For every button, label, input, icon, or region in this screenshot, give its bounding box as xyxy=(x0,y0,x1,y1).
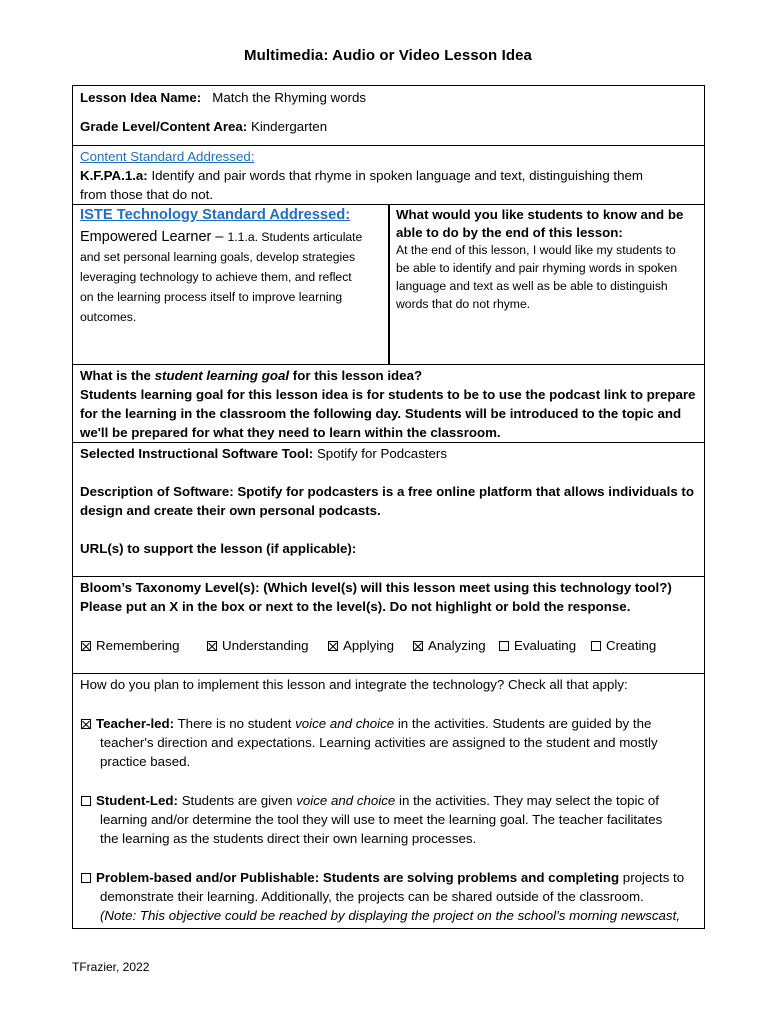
iste-heading: ISTE Technology Standard Addressed: xyxy=(80,207,351,223)
goal-question-italic: student learning goal xyxy=(154,368,290,383)
goal-question-prefix: What is the xyxy=(80,368,155,383)
bloom-level[interactable] xyxy=(591,636,656,655)
iste-text-3: leveraging technology to achieve them, and reflect xyxy=(80,270,352,284)
software-tool-value: Spotify for Podcasters xyxy=(316,446,448,461)
problem-based-text-b: projects to xyxy=(619,870,685,885)
student-led-text-a: Students are given xyxy=(181,793,297,808)
content-standard-line-1 xyxy=(80,166,643,186)
bloom-question-1: Bloom’s Taxonomy Level(s): (Which level(s) will this lesson meet using this technology tool?) xyxy=(80,580,672,595)
problem-based-line-3: (Note: This objective could be reached by displaying the project on the school’s morning newscast, xyxy=(100,908,680,923)
lesson-name-value: Match the Rhyming words xyxy=(212,90,367,105)
student-led-text-b: in the activities. They may select the topic of xyxy=(395,793,659,808)
know-text-4: words that do not rhyme. xyxy=(396,297,531,311)
software-tool-line xyxy=(80,444,447,464)
bloom-row xyxy=(73,576,704,673)
goal-row xyxy=(73,364,704,442)
implement-question: How do you plan to implement this lesson and integrate the technology? Check all that apply: xyxy=(80,677,628,692)
teacher-led-text-a: There is no student xyxy=(177,716,296,731)
goal-text-1: Students learning goal for this lesson idea is for students to be to use the podcast link to prepare xyxy=(80,387,696,402)
student-led-line-3: the learning as the students direct their own learning processes. xyxy=(100,831,477,846)
iste-text-4: on the learning process itself to improve learning xyxy=(80,290,343,304)
bloom-question-2: Please put an X in the box or next to the level(s). Do not highlight or bold the response. xyxy=(80,599,631,614)
software-desc-2: design and create their own personal podcasts. xyxy=(80,503,381,518)
bloom-level-label: Creating xyxy=(606,638,657,653)
checkbox-icon xyxy=(413,641,423,651)
problem-based-line-2: demonstrate their learning. Additionally, the projects can be shared outside of the classroom. xyxy=(100,889,644,904)
software-url-label: URL(s) to support the lesson (if applicable): xyxy=(80,541,357,556)
checkbox-icon xyxy=(328,641,338,651)
teacher-led-line-2: teacher's direction and expectations. Learning activities are assigned to the student and mostly xyxy=(100,735,658,750)
teacher-led-line-1 xyxy=(81,714,651,734)
software-desc-1: Description of Software: Spotify for podcasters is a free online platform that allows individuals to xyxy=(80,484,694,499)
content-standard-heading: Content Standard Addressed: xyxy=(80,149,255,164)
software-tool-label: Selected Instructional Software Tool: xyxy=(80,446,314,461)
student-led-line-1 xyxy=(81,791,659,811)
iste-text-1: 1.1.a. Students articulate xyxy=(227,230,363,244)
know-text-1: At the end of this lesson, I would like my students to xyxy=(396,243,676,257)
checkbox-icon xyxy=(207,641,217,651)
iste-cell xyxy=(73,205,389,364)
footer-credit: TFrazier, 2022 xyxy=(72,960,150,974)
lesson-name-label: Lesson Idea Name: xyxy=(80,90,202,105)
content-standard-text-2: from those that do not. xyxy=(80,187,214,202)
page-title: Multimedia: Audio or Video Lesson Idea xyxy=(243,47,532,64)
problem-based-line-1 xyxy=(81,868,684,888)
bloom-level-label: Understanding xyxy=(222,638,309,653)
know-heading-1: What would you like students to know and be xyxy=(396,207,684,222)
bloom-level-label: Analyzing xyxy=(428,638,486,653)
teacher-led-text-b: in the activities. Students are guided by the xyxy=(394,716,652,731)
lesson-name-line xyxy=(80,88,366,108)
bloom-level-label: Evaluating xyxy=(514,638,577,653)
implement-row xyxy=(73,673,704,928)
iste-text-2: and set personal learning goals, develop strategies xyxy=(80,250,356,264)
iste-line-1 xyxy=(80,228,362,248)
teacher-led-line-3: practice based. xyxy=(100,754,191,769)
know-text-2: be able to identify and pair rhyming words in spoken xyxy=(396,261,678,275)
checkbox-icon[interactable] xyxy=(81,719,91,729)
lesson-table xyxy=(72,85,705,929)
teacher-led-label: Teacher-led: xyxy=(96,716,175,731)
content-standard-row xyxy=(73,145,704,204)
bloom-level-label: Remembering xyxy=(96,638,180,653)
lesson-info-row xyxy=(73,86,704,145)
bloom-level[interactable] xyxy=(499,636,576,655)
bloom-level[interactable] xyxy=(328,636,394,655)
student-led-line-2: learning and/or determine the tool they will use to meet the learning goal. The teacher facilitates xyxy=(100,812,663,827)
checkbox-icon xyxy=(499,641,509,651)
checkbox-icon xyxy=(591,641,601,651)
student-led-label: Student-Led: xyxy=(96,793,178,808)
content-standard-text-1: Identify and pair words that rhyme in spoken language and text, distinguishing them xyxy=(151,168,643,183)
goal-question-suffix: for this lesson idea? xyxy=(289,368,423,383)
student-led-text-italic: voice and choice xyxy=(296,793,396,808)
problem-based-label: Problem-based and/or Publishable: Students are solving problems and completing xyxy=(96,870,620,885)
goal-text-2: for the learning in the classroom the following day. Students will be introduced to the topic and xyxy=(80,406,682,421)
goal-text-3: we'll be prepared for what they need to learn within the classroom. xyxy=(80,425,501,440)
know-heading-2: able to do by the end of this lesson: xyxy=(396,225,623,240)
content-standard-code: K.F.PA.1.a: xyxy=(80,168,148,183)
iste-lead: Empowered Learner – xyxy=(80,229,224,245)
know-text-3: language and text as well as be able to distinguish xyxy=(396,279,668,293)
bloom-level[interactable] xyxy=(81,636,180,655)
grade-label: Grade Level/Content Area: xyxy=(80,119,248,134)
bloom-level[interactable] xyxy=(207,636,309,655)
checkbox-icon[interactable] xyxy=(81,873,91,883)
goal-question xyxy=(80,366,422,386)
iste-know-row xyxy=(73,204,704,364)
teacher-led-text-italic: voice and choice xyxy=(295,716,395,731)
checkbox-icon[interactable] xyxy=(81,796,91,806)
grade-line xyxy=(80,117,327,137)
bloom-levels xyxy=(81,636,701,656)
checkbox-icon xyxy=(81,641,91,651)
iste-text-5: outcomes. xyxy=(80,310,137,324)
software-row xyxy=(73,442,704,576)
know-cell xyxy=(391,205,704,364)
bloom-level-label: Applying xyxy=(343,638,395,653)
column-divider xyxy=(388,205,390,364)
bloom-level[interactable] xyxy=(413,636,486,655)
grade-value: Kindergarten xyxy=(250,119,328,134)
